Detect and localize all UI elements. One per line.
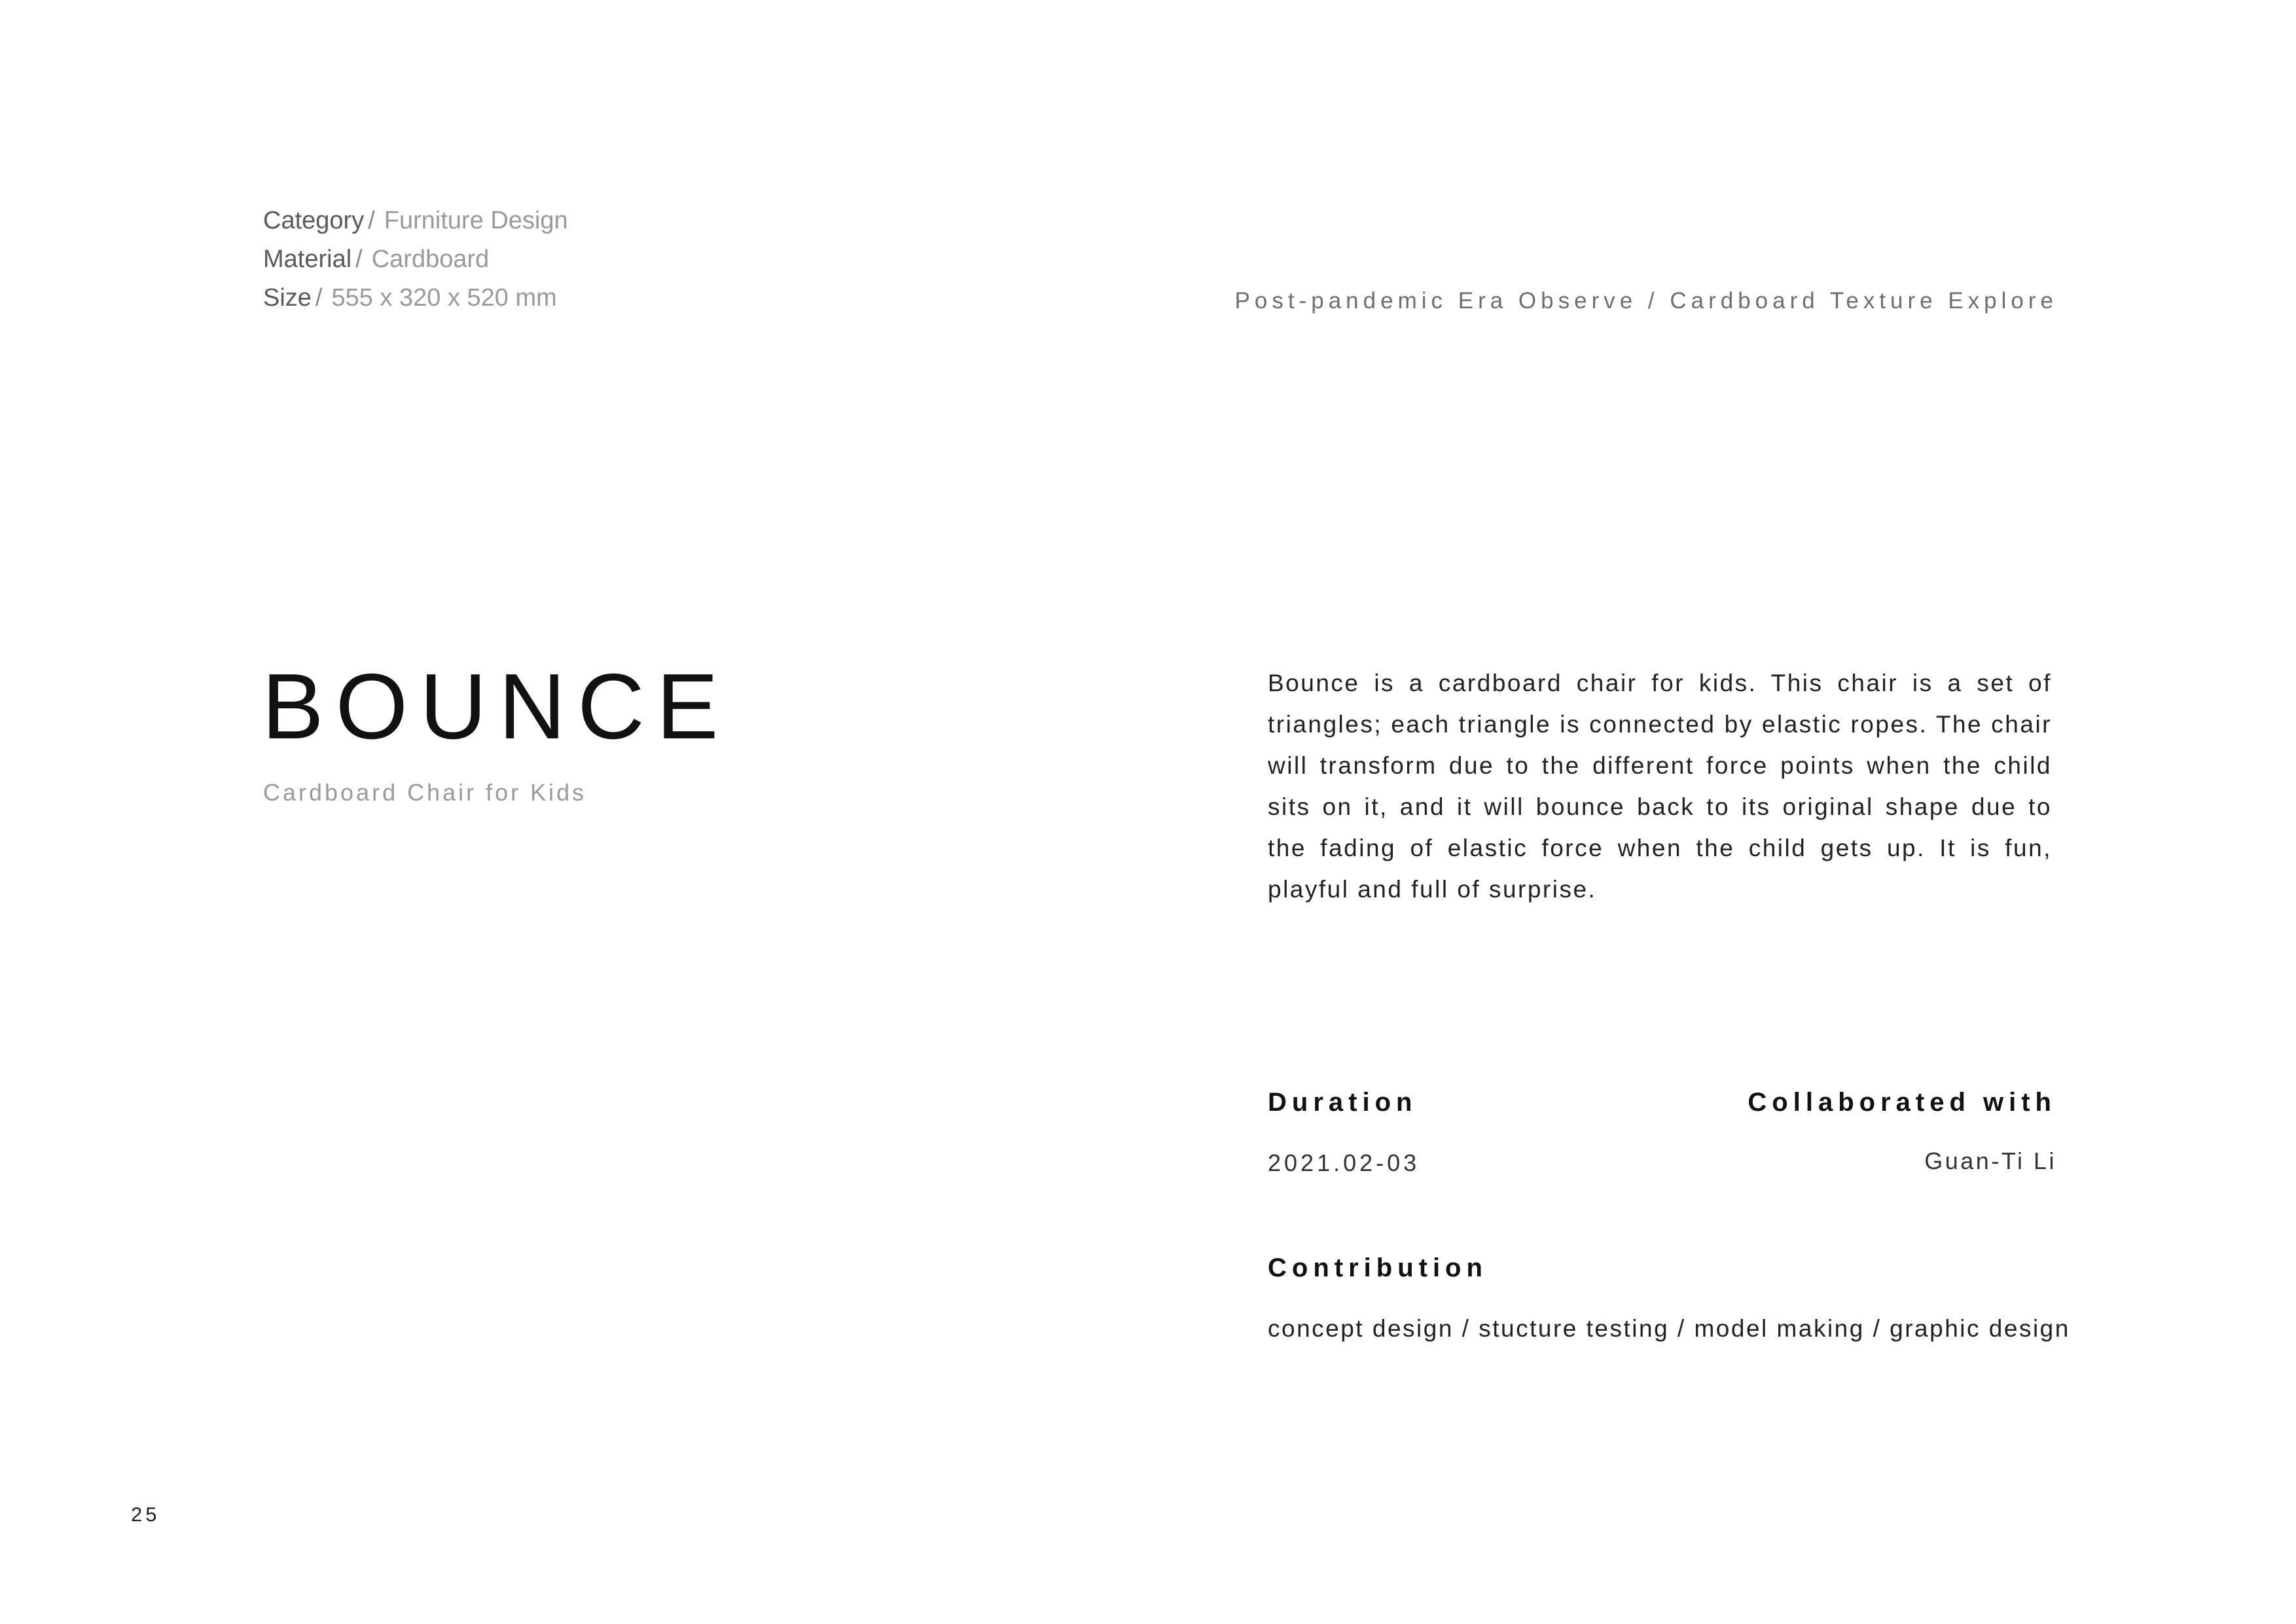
meta-label-category: Category bbox=[263, 207, 365, 234]
project-description: Bounce is a cardboard chair for kids. This chair is a set of triangles; each triangle is connected by elastic ropes. The chair will transform due to the different force points when the child sits on it, and it will bounce back to its original shape due to the fading of elastic force when the child gets up. It is fun, playful and full of surprise. bbox=[1268, 670, 2052, 903]
duration-heading: Duration bbox=[1268, 1088, 1418, 1117]
collaborator-name: Guan-Ti Li bbox=[1924, 1147, 2056, 1174]
project-tagline: Post-pandemic Era Observe / Cardboard Texture Explore bbox=[1234, 288, 2058, 314]
meta-value-material: Cardboard bbox=[371, 245, 490, 273]
duration-value: 2021.02-03 bbox=[1268, 1149, 1420, 1176]
meta-separator: / bbox=[355, 245, 363, 273]
meta-value-size: 555 x 320 x 520 mm bbox=[331, 284, 557, 312]
meta-separator: / bbox=[368, 207, 375, 234]
meta-row-material bbox=[263, 240, 568, 279]
meta-value-category: Furniture Design bbox=[384, 207, 568, 234]
meta-separator: / bbox=[315, 284, 323, 312]
collaborated-with-heading: Collaborated with bbox=[1748, 1088, 2056, 1117]
project-subtitle: Cardboard Chair for Kids bbox=[263, 779, 587, 806]
project-title: BOUNCE bbox=[262, 655, 730, 759]
meta-label-material: Material bbox=[263, 245, 352, 273]
meta-row-size bbox=[263, 279, 568, 317]
meta-label-size: Size bbox=[263, 284, 312, 312]
project-meta bbox=[263, 202, 568, 317]
meta-row-category bbox=[263, 202, 568, 240]
contribution-value: concept design / stucture testing / model making / graphic design bbox=[1268, 1315, 2070, 1342]
page-number: 25 bbox=[131, 1503, 160, 1526]
contribution-heading: Contribution bbox=[1268, 1254, 1488, 1282]
